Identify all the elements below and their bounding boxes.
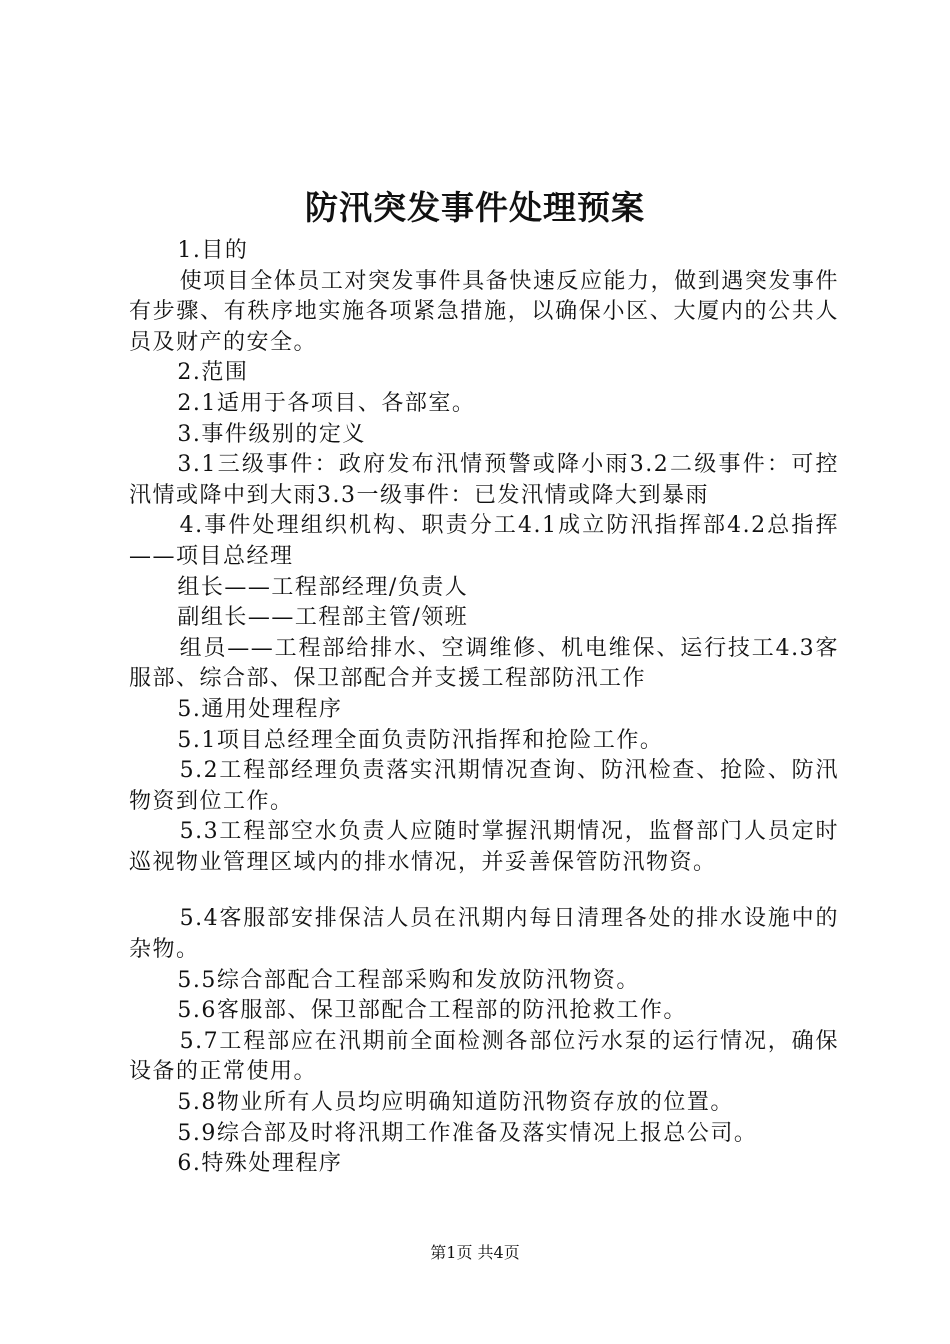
section-heading-purpose: 1.目的 [177, 238, 249, 263]
paragraph-team-leader: 组长——工程部经理/负责人 [177, 574, 469, 600]
paragraph-5-1: 5.1项目总经理全面负责防汛指挥和抢险工作。 [177, 727, 664, 753]
paragraph-5-8: 5.8物业所有人员均应明确知道防汛物资存放的位置。 [177, 1090, 734, 1116]
paragraph-purpose: 使项目全体员工对突发事件具备快速反应能力，做到遇突发事件有步骤、有秩序地实施各项紧急措施，以确保小区、大厦内的公共人员及财产的安全。 [129, 268, 839, 355]
paragraph-5-3: 5.3工程部空水负责人应随时掌握汛期情况，监督部门人员定时巡视物业管理区域内的排水情况，并妥善保管防汛物资。 [129, 819, 839, 875]
section-heading-levels: 3.事件级别的定义 [177, 421, 366, 447]
paragraph-5-2: 5.2工程部经理负责落实汛期情况查询、防汛检查、抢险、防汛物资到位工作。 [129, 758, 839, 814]
paragraph-scope: 2.1适用于各项目、各部室。 [177, 390, 476, 416]
page-number-footer: 第1页 共4页 [430, 1243, 520, 1262]
paragraph-5-6: 5.6客服部、保卫部配合工程部的防汛抢救工作。 [177, 998, 687, 1024]
document-title: 防汛突发事件处理预案 [305, 188, 645, 227]
paragraph-5-9: 5.9综合部及时将汛期工作准备及落实情况上报总公司。 [177, 1120, 758, 1146]
paragraph-organization: 4.事件处理组织机构、职责分工4.1成立防汛指挥部4.2总指挥——项目总经理 [129, 513, 839, 569]
paragraph-5-7: 5.7工程部应在汛期前全面检测各部位污水泵的运行情况，确保设备的正常使用。 [129, 1028, 839, 1085]
paragraph-5-5: 5.5综合部配合工程部采购和发放防汛物资。 [177, 967, 640, 993]
paragraph-spacer [129, 878, 839, 904]
paragraph-5-4: 5.4客服部安排保洁人员在汛期内每日清理各处的排水设施中的杂物。 [129, 906, 839, 963]
section-heading-special-procedure: 6.特殊处理程序 [177, 1151, 343, 1177]
section-heading-scope: 2.范围 [177, 360, 249, 386]
document-body [129, 236, 839, 1180]
paragraph-deputy-leader: 副组长——工程部主管/领班 [177, 605, 469, 631]
paragraph-levels: 3.1三级事件：政府发布汛情预警或降小雨3.2二级事件：可控汛情或降中到大雨3.3一级事件：已发汛情或降大到暴雨 [129, 452, 839, 508]
paragraph-members: 组员——工程部给排水、空调维修、机电维保、运行技工4.3客服部、综合部、保卫部配合并支援工程部防汛工作 [129, 635, 839, 692]
section-heading-general-procedure: 5.通用处理程序 [177, 696, 343, 722]
